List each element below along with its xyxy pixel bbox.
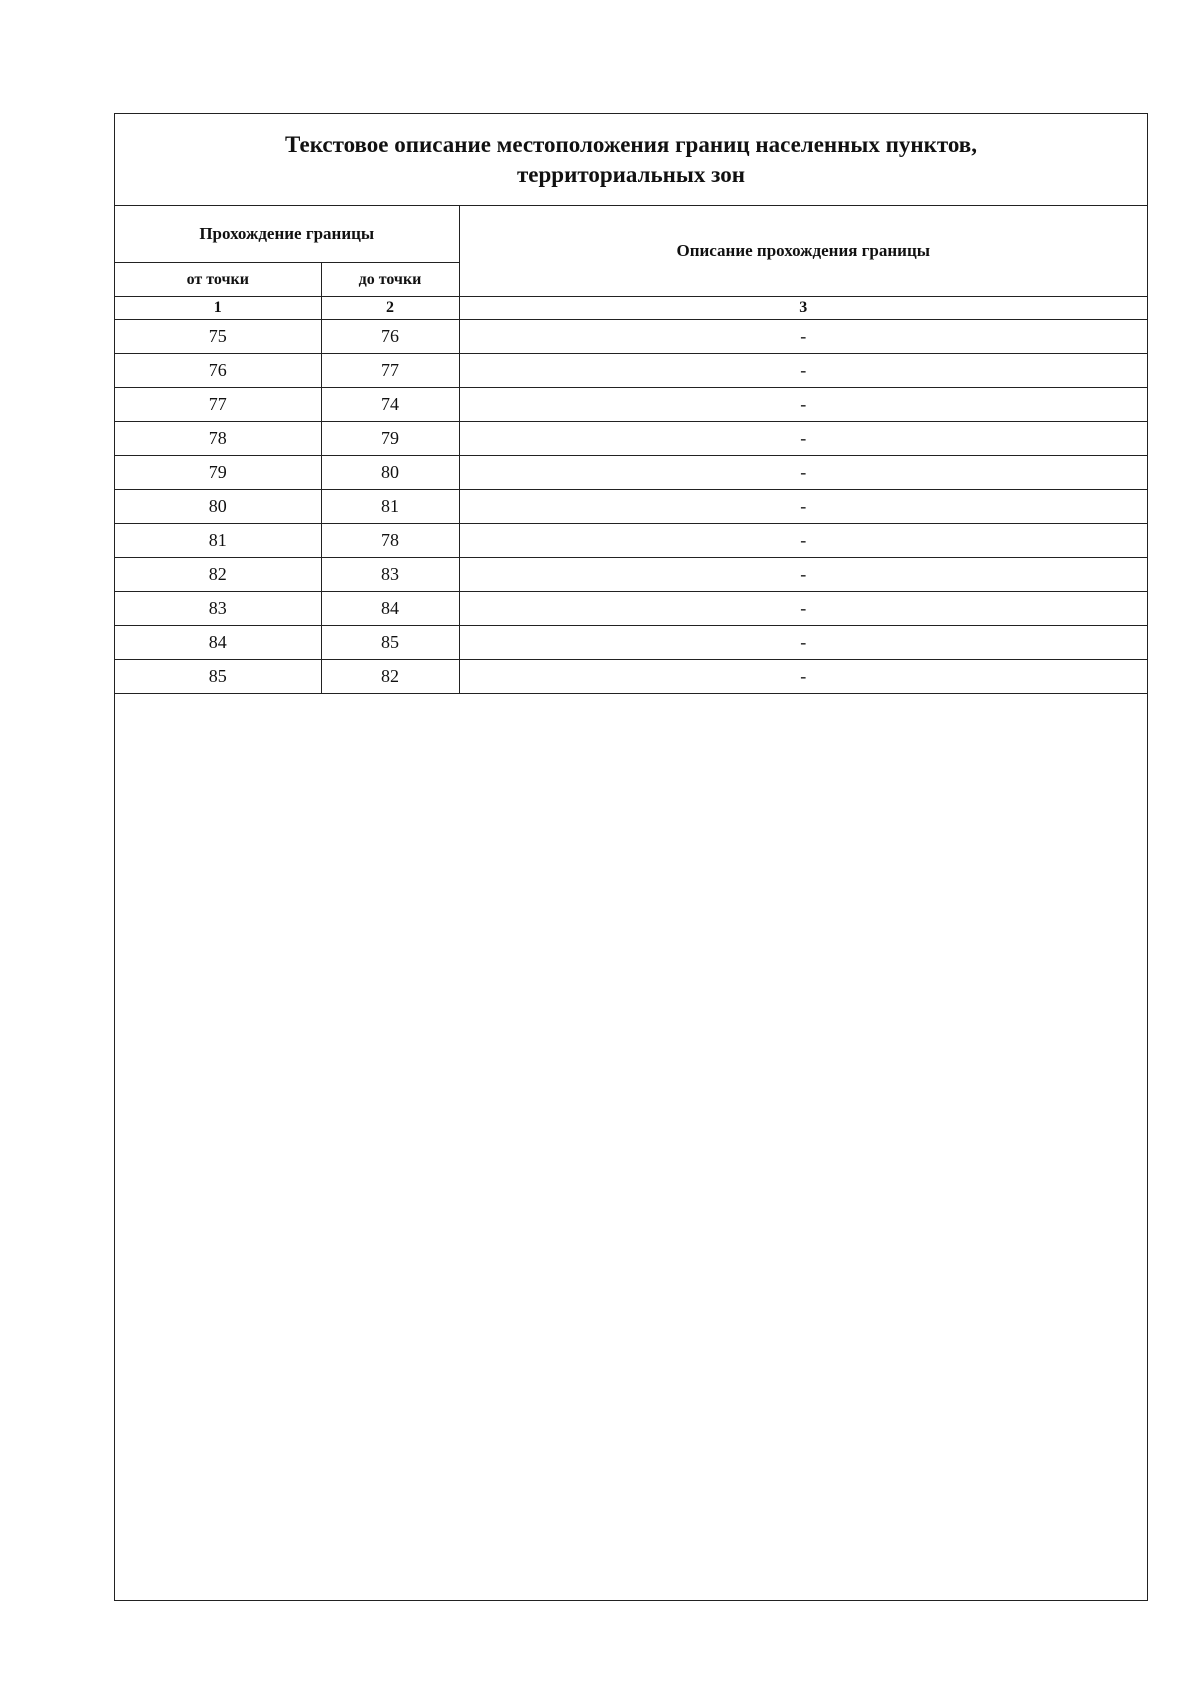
title-line-1: Текстовое описание местоположения границ населенных пунктов,: [285, 131, 977, 157]
header-to-point: до точки: [321, 263, 459, 297]
to-point-cell: 79: [321, 422, 459, 456]
to-point-cell: 76: [321, 320, 459, 354]
description-cell: -: [459, 456, 1147, 490]
from-point-cell: 77: [115, 388, 321, 422]
from-point-cell: 82: [115, 558, 321, 592]
from-point-cell: 79: [115, 456, 321, 490]
from-point-cell: 78: [115, 422, 321, 456]
from-point-cell: 83: [115, 592, 321, 626]
column-number-1: 1: [115, 297, 321, 320]
column-number-2: 2: [321, 297, 459, 320]
table-row: [115, 558, 1147, 592]
table-row: [115, 354, 1147, 388]
from-point-cell: 76: [115, 354, 321, 388]
description-cell: -: [459, 626, 1147, 660]
description-cell: -: [459, 320, 1147, 354]
from-point-cell: 84: [115, 626, 321, 660]
document-frame: [114, 113, 1148, 1601]
description-cell: -: [459, 524, 1147, 558]
description-cell: -: [459, 660, 1147, 694]
table-body: [115, 320, 1147, 694]
document-title: [115, 114, 1147, 206]
from-point-cell: 80: [115, 490, 321, 524]
to-point-cell: 77: [321, 354, 459, 388]
description-cell: -: [459, 490, 1147, 524]
to-point-cell: 83: [321, 558, 459, 592]
table-row: [115, 388, 1147, 422]
column-number-3: 3: [459, 297, 1147, 320]
to-point-cell: 85: [321, 626, 459, 660]
to-point-cell: 84: [321, 592, 459, 626]
to-point-cell: 82: [321, 660, 459, 694]
table-row: [115, 660, 1147, 694]
description-cell: -: [459, 592, 1147, 626]
table-row: [115, 524, 1147, 558]
to-point-cell: 80: [321, 456, 459, 490]
header-description: Описание прохождения границы: [459, 206, 1147, 297]
table-row: [115, 422, 1147, 456]
title-line-2: территориальных зон: [517, 161, 745, 187]
boundary-table: [115, 206, 1147, 694]
description-cell: -: [459, 388, 1147, 422]
header-boundary-passage: Прохождение границы: [115, 206, 459, 263]
table-row: [115, 456, 1147, 490]
from-point-cell: 81: [115, 524, 321, 558]
description-cell: -: [459, 558, 1147, 592]
description-cell: -: [459, 422, 1147, 456]
to-point-cell: 81: [321, 490, 459, 524]
to-point-cell: 74: [321, 388, 459, 422]
header-from-point: от точки: [115, 263, 321, 297]
table-header: [115, 206, 1147, 320]
table-row: [115, 490, 1147, 524]
table-row: [115, 320, 1147, 354]
to-point-cell: 78: [321, 524, 459, 558]
table-row: [115, 592, 1147, 626]
table-row: [115, 626, 1147, 660]
from-point-cell: 75: [115, 320, 321, 354]
from-point-cell: 85: [115, 660, 321, 694]
description-cell: -: [459, 354, 1147, 388]
